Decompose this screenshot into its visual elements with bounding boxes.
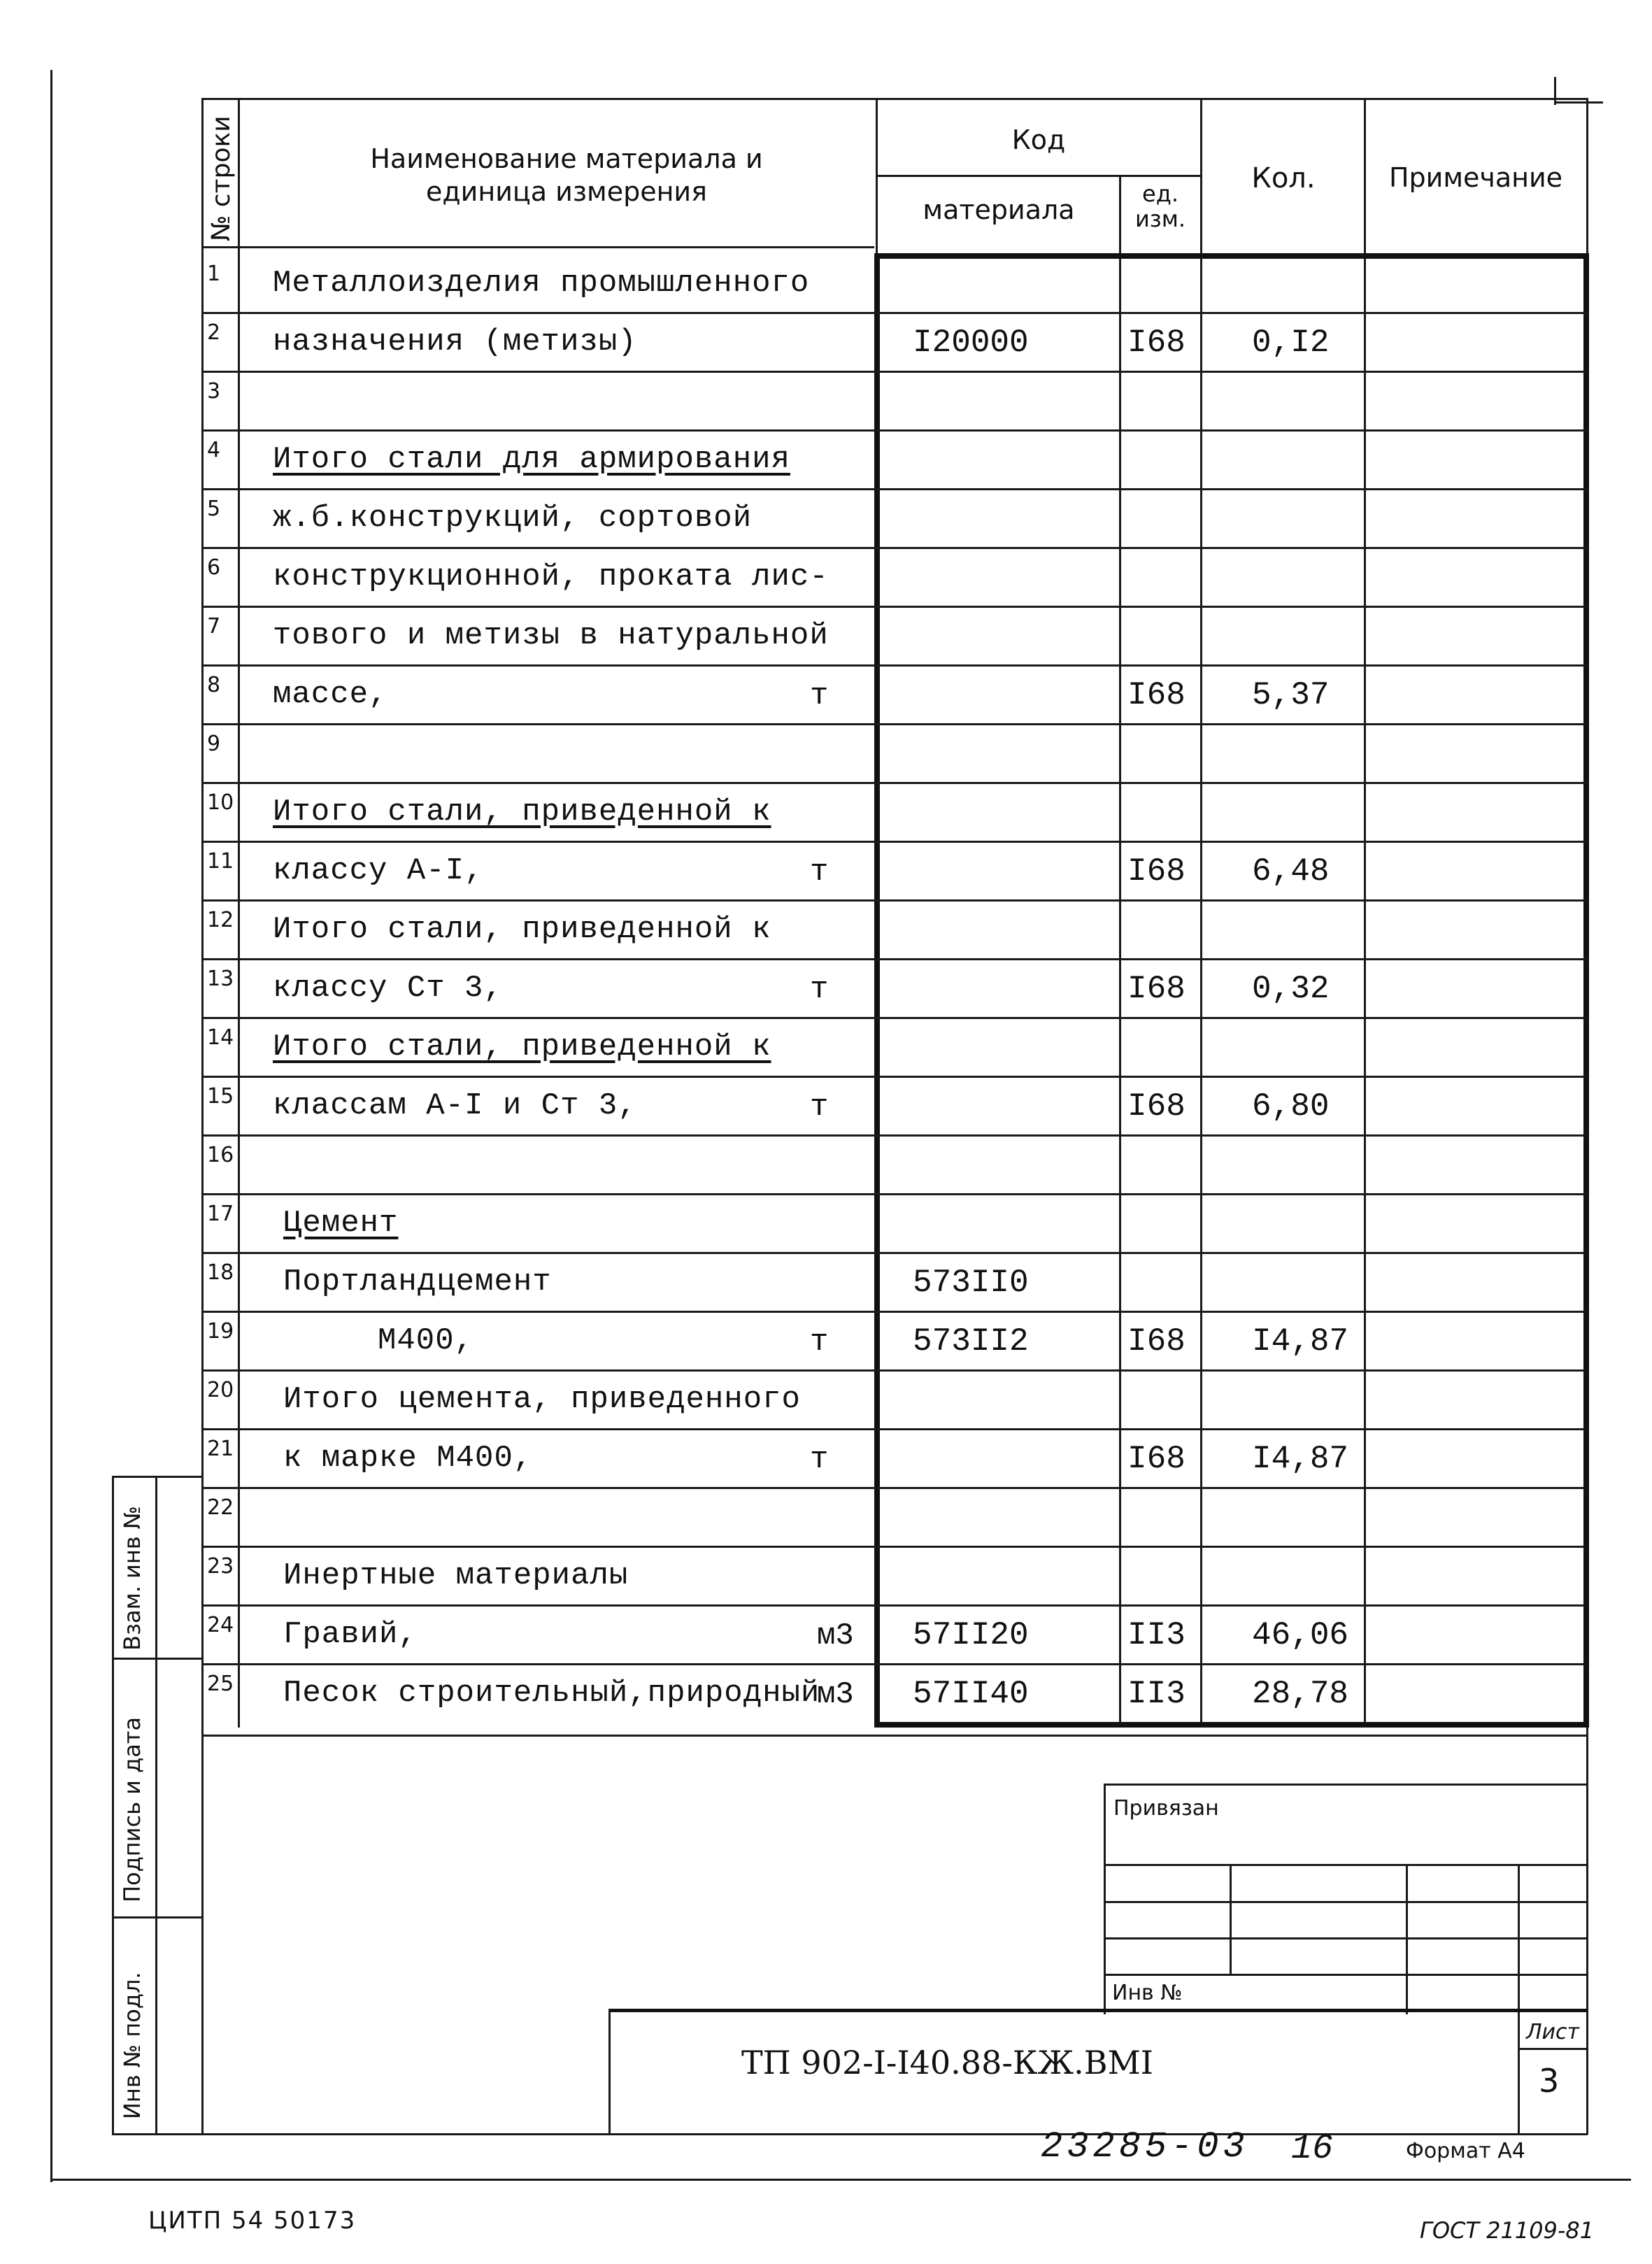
unit-label: м3 xyxy=(817,1618,854,1653)
row-number: 17 xyxy=(207,1202,234,1226)
header-bottom-line xyxy=(201,246,874,248)
unit-code: I68 xyxy=(1127,1441,1185,1477)
material-name: Итого стали, приведенной к xyxy=(273,795,771,830)
row-number: 20 xyxy=(207,1378,234,1402)
row-number: 15 xyxy=(207,1084,234,1109)
list-box-sep xyxy=(1518,2048,1588,2050)
row-number: 3 xyxy=(207,379,221,404)
row-separator xyxy=(201,723,1586,725)
quantity: I4,87 xyxy=(1252,1441,1349,1477)
unit-code: I68 xyxy=(1127,1323,1185,1360)
material-name: Металлоизделия промышленного xyxy=(273,266,810,301)
header-qty: Кол. xyxy=(1251,162,1316,194)
material-name: М400, xyxy=(378,1323,474,1358)
stamp-inv-no: Инв № xyxy=(1112,1981,1183,2005)
material-name: массе, xyxy=(273,677,388,712)
row-number: 23 xyxy=(207,1554,234,1579)
unit-label: т xyxy=(810,1325,829,1360)
header-material: материала xyxy=(923,194,1075,225)
format-label: Формат А4 xyxy=(1406,2139,1525,2163)
row-separator xyxy=(201,606,1586,608)
material-name: назначения (метизы) xyxy=(273,325,637,359)
body-top-thick xyxy=(874,253,1589,259)
material-name: Итого цемента, приведенного xyxy=(283,1382,801,1417)
unit-label: т xyxy=(810,972,829,1007)
material-name: к марке М400, xyxy=(283,1441,533,1476)
stamp-grid-h3 xyxy=(1104,1937,1588,1939)
citp-label: ЦИТП 54 50173 xyxy=(148,2207,357,2235)
row-number: 24 xyxy=(207,1613,234,1637)
material-code: 573II2 xyxy=(913,1323,1029,1360)
left-margin-line xyxy=(50,70,52,2182)
unit-code: I68 xyxy=(1127,971,1185,1007)
unit-label: м3 xyxy=(817,1677,854,1712)
material-code: 57II40 xyxy=(913,1676,1029,1712)
row-separator xyxy=(201,1487,1586,1489)
body-left-thick xyxy=(874,253,880,1728)
side-box-top xyxy=(112,1476,203,1478)
row-separator xyxy=(201,664,1586,667)
header-note: Примечание xyxy=(1388,162,1563,193)
quantity: I4,87 xyxy=(1252,1323,1349,1360)
code-subheader-line xyxy=(876,175,1202,177)
row-separator xyxy=(201,958,1586,960)
header-code: Код xyxy=(1011,124,1066,155)
stamp-frame-bottom xyxy=(201,2133,1588,2135)
unit-label: т xyxy=(810,855,829,890)
quantity: 46,06 xyxy=(1252,1617,1349,1653)
row-separator xyxy=(201,841,1586,843)
material-name: Итого стали, приведенной к xyxy=(273,912,771,947)
row-number: 11 xyxy=(207,849,234,874)
material-name: Портландцемент xyxy=(283,1265,552,1300)
material-code: I20000 xyxy=(913,325,1029,361)
title-block-top xyxy=(608,2009,1588,2012)
right-frame-top-stub xyxy=(1554,77,1556,105)
stamp-grid-h4 xyxy=(1104,1974,1588,1976)
row-separator xyxy=(201,1663,1586,1665)
sheet-handwritten: 16 xyxy=(1291,2129,1334,2169)
quantity: 28,78 xyxy=(1252,1676,1349,1712)
row-separator xyxy=(201,1076,1586,1078)
material-name: Песок строительный,природный xyxy=(283,1676,820,1711)
material-name: Итого стали для армирования xyxy=(273,442,790,477)
body-right-thick xyxy=(1583,253,1589,1728)
material-code: 573II0 xyxy=(913,1265,1029,1301)
title-block-left xyxy=(608,2009,611,2135)
row-number: 16 xyxy=(207,1143,234,1167)
row-number: 25 xyxy=(207,1672,234,1696)
side-label-inv: Инв № подл. xyxy=(119,1972,145,2119)
side-box-sep2 xyxy=(112,1916,203,1918)
rownum-right-border xyxy=(238,98,240,1728)
bottom-margin-line xyxy=(50,2179,1631,2181)
row-separator xyxy=(201,312,1586,314)
row-number: 2 xyxy=(207,320,221,345)
material-name: классам А-I и Ст 3, xyxy=(273,1088,637,1123)
col-ed-left xyxy=(1119,175,1121,1728)
side-box-sep1 xyxy=(112,1658,203,1660)
unit-label: т xyxy=(810,1442,829,1477)
body-bottom-thick xyxy=(874,1722,1589,1728)
row-number: 7 xyxy=(207,614,221,639)
material-name: Инертные материалы xyxy=(283,1558,629,1593)
material-name: Цемент xyxy=(283,1206,399,1241)
stamp-grid-v3 xyxy=(1518,1864,1520,2133)
row-separator xyxy=(201,899,1586,902)
side-box-left xyxy=(112,1476,114,2135)
row-number: 9 xyxy=(207,732,221,756)
quantity: 6,48 xyxy=(1252,853,1330,890)
order-number: 23285-03 xyxy=(1041,2126,1249,2167)
right-frame-top-mark xyxy=(1554,101,1603,104)
material-name: тового и метизы в натуральной xyxy=(273,618,829,653)
table-left-border xyxy=(201,98,204,2135)
row-separator xyxy=(201,1369,1586,1372)
side-label-vzam: Взам. инв № xyxy=(119,1505,145,1651)
row-separator xyxy=(201,547,1586,549)
material-code: 57II20 xyxy=(913,1617,1029,1653)
row-number: 12 xyxy=(207,908,234,932)
unit-label: т xyxy=(810,678,829,713)
row-number: 22 xyxy=(207,1495,234,1520)
row-separator xyxy=(201,1604,1586,1607)
row-separator xyxy=(201,782,1586,784)
stamp-grid-v1 xyxy=(1230,1864,1232,1974)
stamp-privyazan-top xyxy=(1104,1784,1588,1786)
header-unit-line1: ед. xyxy=(1142,180,1179,207)
stamp-grid-h1 xyxy=(1104,1864,1588,1866)
row-number: 13 xyxy=(207,967,234,991)
row-separator xyxy=(201,1134,1586,1137)
gost-label: ГОСТ 21109-81 xyxy=(1420,2217,1595,2244)
unit-label: т xyxy=(810,1090,829,1125)
row-separator xyxy=(201,1252,1586,1254)
side-label-podpis: Подпись и дата xyxy=(119,1716,145,1902)
side-box-mid xyxy=(155,1476,157,2135)
material-name: Итого стали, приведенной к xyxy=(273,1030,771,1065)
row-separator xyxy=(201,1546,1586,1548)
table-top-border xyxy=(201,98,1588,100)
quantity: 0,I2 xyxy=(1252,325,1330,361)
row-separator xyxy=(201,1017,1586,1019)
list-number: 3 xyxy=(1539,2062,1560,2100)
material-name: классу Ст 3, xyxy=(273,971,503,1006)
quantity: 6,80 xyxy=(1252,1088,1330,1125)
row-number: 21 xyxy=(207,1437,234,1461)
row-separator xyxy=(201,488,1586,490)
row-number: 4 xyxy=(207,438,221,462)
row-number: 19 xyxy=(207,1319,234,1344)
material-name: Гравий, xyxy=(283,1617,418,1652)
unit-code: I68 xyxy=(1127,1088,1185,1125)
row-separator xyxy=(201,429,1586,432)
material-name: конструкционной, проката лис- xyxy=(273,560,829,595)
col-qty-left xyxy=(1200,98,1202,1728)
col-note-left xyxy=(1364,98,1366,1728)
stamp-privyazan: Привязан xyxy=(1113,1796,1219,1821)
stamp-top-line xyxy=(201,1735,1588,1737)
side-box-bottom xyxy=(112,2133,203,2135)
row-separator xyxy=(201,371,1586,373)
row-number: 14 xyxy=(207,1025,234,1050)
unit-code: II3 xyxy=(1127,1676,1185,1712)
row-number: 10 xyxy=(207,790,234,815)
row-number: 6 xyxy=(207,555,221,580)
row-number: 5 xyxy=(207,497,221,521)
unit-code: I68 xyxy=(1127,677,1185,713)
list-label: Лист xyxy=(1526,2020,1580,2044)
material-name: классу А-I, xyxy=(273,853,484,888)
quantity: 0,32 xyxy=(1252,971,1330,1007)
row-number: 1 xyxy=(207,262,221,286)
header-name-line1: Наименование материала и xyxy=(370,143,763,174)
header-unit-line2: изм. xyxy=(1134,206,1186,232)
stamp-privyazan-left xyxy=(1104,1784,1106,2014)
stamp-grid-v2 xyxy=(1406,1864,1408,2014)
quantity: 5,37 xyxy=(1252,677,1330,713)
unit-code: I68 xyxy=(1127,853,1185,890)
unit-code: I68 xyxy=(1127,325,1185,361)
unit-code: II3 xyxy=(1127,1617,1185,1653)
stamp-grid-h2 xyxy=(1104,1901,1588,1903)
row-separator xyxy=(201,1193,1586,1195)
header-row-no: № строки xyxy=(207,115,236,241)
row-separator xyxy=(201,1428,1586,1430)
doc-code: ТП 902-I-I40.88-КЖ.ВМI xyxy=(741,2044,1153,2081)
material-name: ж.б.конструкций, сортовой xyxy=(273,501,753,536)
header-name-line2: единица измерения xyxy=(426,176,707,207)
row-number: 8 xyxy=(207,673,221,697)
row-number: 18 xyxy=(207,1260,234,1285)
row-separator xyxy=(201,1311,1586,1313)
